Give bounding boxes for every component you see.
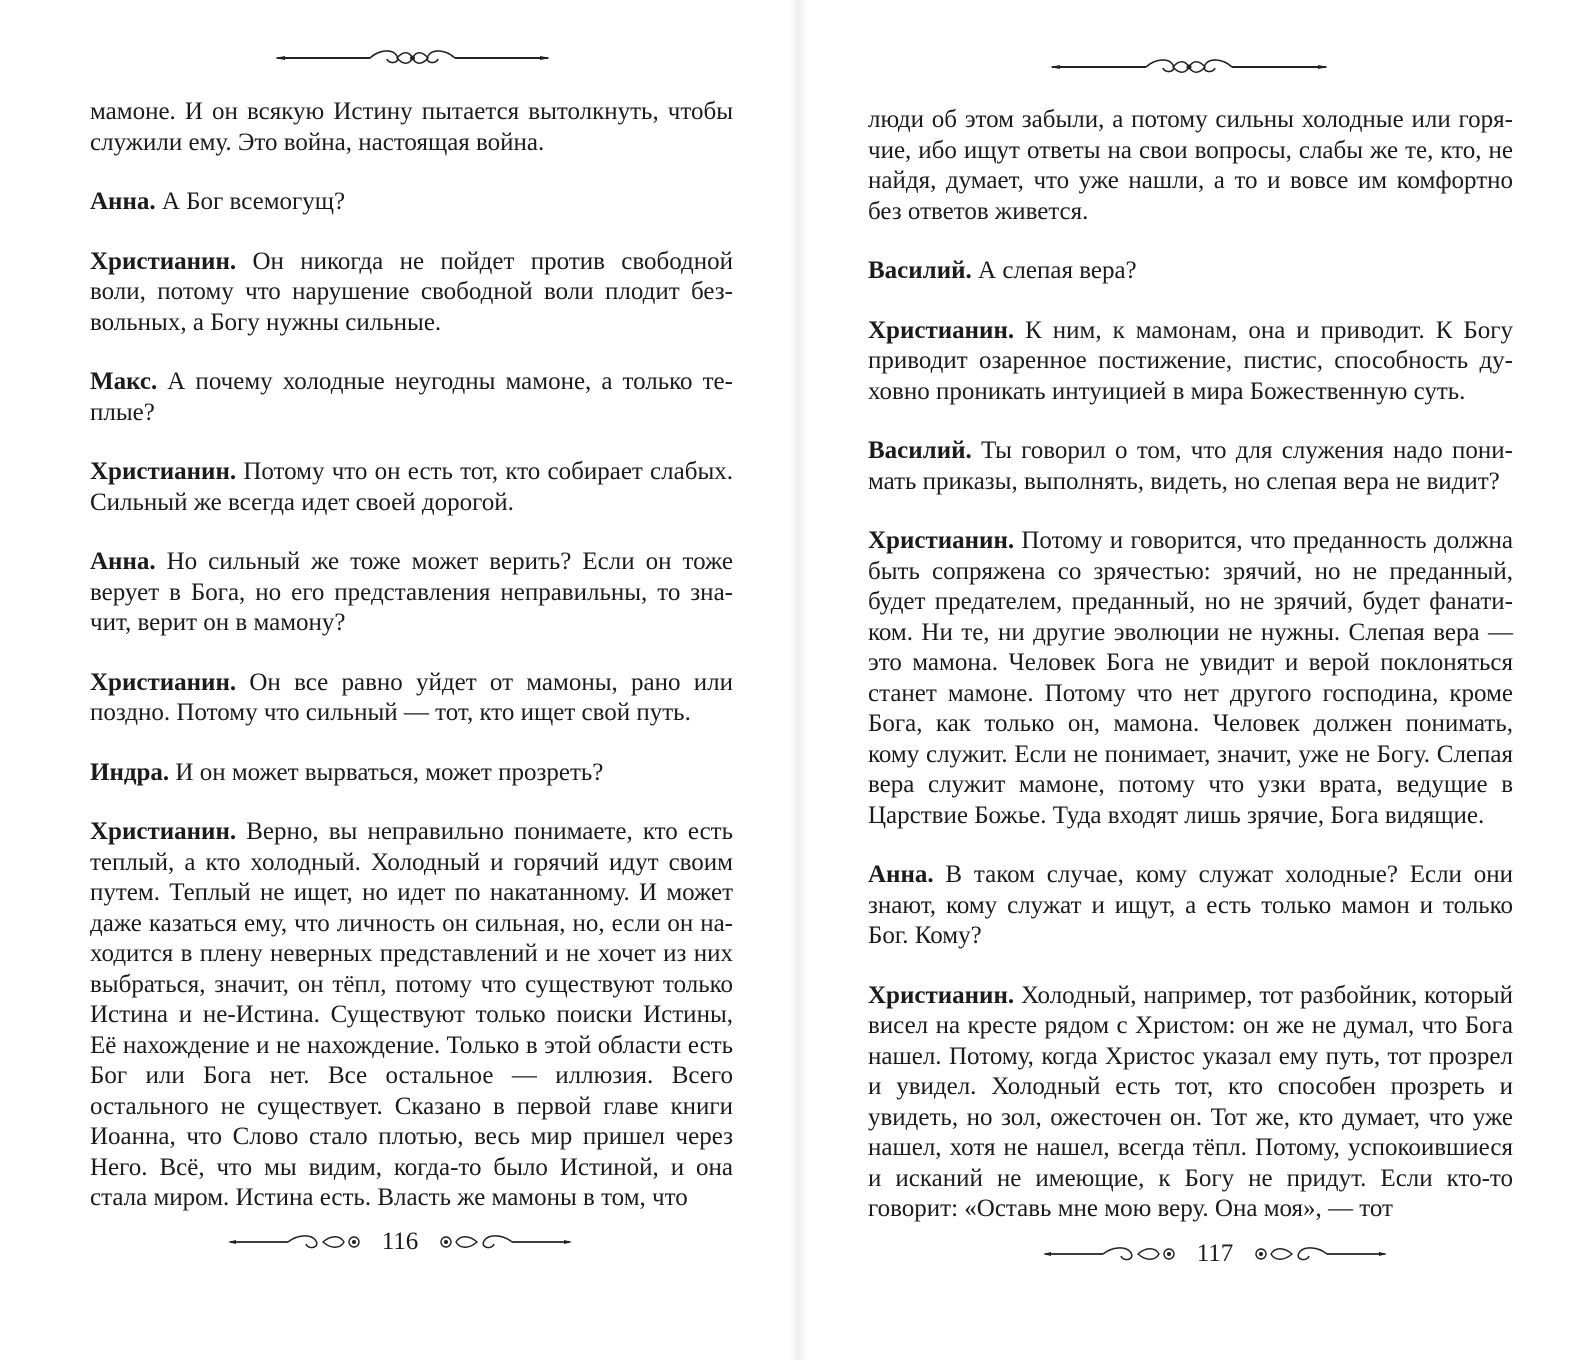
paragraph: Анна. А Бог всемогущ? (90, 188, 346, 215)
paragraph: Христианин. Потому и говорится, что преданность должна быть сопряжена со зрячестью: зрячий, но не преданный, будет предателем, преданный, но не зрячий, будет фанатиком. Ни те, ни другие эволюции не нужны. Слепая вера — это мамона. Человек Бога не увидит и верой поклоняться станет мамоне. Потому что нет другого господина, кроме Бога, как только он, мамона. Человек должен понимать, кому служит. Если не понимает, значит, уже не Богу. Слепая вера служит мамоне, потому что узки врата, ведущие в Царствие Божье. Туда входят лишь зрячие, Бога видящие. (868, 527, 1513, 829)
paragraph: Христианин. Потому что он есть тот, кто собирает слабых. Сильный же всегда идет своей дорогой. (90, 458, 733, 516)
page-footer (220, 1228, 580, 1256)
speaker-name: Христианин. (90, 668, 237, 696)
header-ornament (1050, 56, 1328, 78)
speaker-name: Анна. (868, 861, 934, 888)
speaker-name: Христианин. (868, 981, 1015, 1009)
paragraph: Христианин. Он все равно уйдет от мамоны, рано или поздно. Потому что сильный — тот, кто ищет свой путь. (90, 668, 733, 726)
speaker-name: Христианин. (90, 247, 237, 275)
speaker-name: Христианин. (868, 316, 1015, 344)
paragraph: Василий. А слепая вера? (868, 257, 1137, 284)
paragraph: Индра. И он может вырваться, может прозреть? (90, 758, 604, 786)
speaker-name: Василий. (868, 257, 972, 284)
speaker-name: Индра. (90, 758, 170, 786)
page-number: 116 (381, 1228, 419, 1255)
page-number: 117 (1196, 1240, 1234, 1267)
speaker-name: Анна. (90, 188, 156, 215)
speaker-name: Христианин. (90, 458, 237, 485)
left-page (0, 0, 790, 1360)
paragraph: мамоне. И он всякую Истину пытается вытолкнуть, чтобы служили ему. Это война, настоящая война. (90, 98, 733, 156)
paragraph: Христианин. Холодный, например, тот разбойник, который висел на кресте рядом с Христом: он же не думал, что Бога нашел. Потому, когда Христос указал ему путь, тот прозрел и увидел. Холодный есть тот, кто способен прозреть и увидеть, но зол, ожесточен он. Тот же, кто думает, что уже нашел, хотя не нашел, всегда тёпл. Потому, успокоившиеся и исканий не имеющие, к Богу не придут. Если кто-то говорит: «Оставь мне мою веру. Она моя», — тот (868, 981, 1513, 1222)
paragraph: Анна. В таком случае, кому служат холодные? Если они знают, кому служат и ищут, а есть только мамон и только Бог. Кому? (868, 861, 1513, 949)
speaker-name: Христианин. (90, 818, 237, 845)
page-footer (1030, 1240, 1400, 1268)
footer-ornament-left (1043, 1244, 1183, 1264)
paragraph: Христианин. К ним, к мамонам, она и приводит. К Богу приводит озаренное постижение, пистис, способность духовно проникать интуицией в мира Божественную суть. (868, 316, 1513, 405)
footer-ornament-left (228, 1232, 368, 1252)
left-page-text (90, 97, 733, 1243)
paragraph: Христианин. Он никогда не пойдет против свободной воли, потому что нарушение свободной воли плодит безвольных, а Богу нужны сильные. (90, 247, 733, 336)
paragraph: Макс. А почему холодные неугодны мамоне, а только теплые? (90, 368, 733, 426)
speaker-name: Василий. (868, 437, 972, 464)
paragraph: Василий. Ты говорил о том, что для служения надо понимать приказы, выполнять, видеть, но слепая вера не видит? (868, 437, 1513, 495)
paragraph: Анна. Но сильный же тоже может верить? Если он тоже верует в Бога, но его представления неправильны, то значит, верит он в мамону? (90, 548, 733, 636)
speaker-name: Макс. (90, 368, 158, 395)
footer-ornament-right (432, 1232, 572, 1252)
speaker-name: Анна. (90, 548, 156, 575)
right-page (805, 0, 1593, 1360)
header-ornament (275, 47, 550, 69)
paragraph: Христианин. Верно, вы неправильно понимаете, кто есть теплый, а кто холодный. Холодный и горячий идут своим путем. Теплый не ищет, но идет по накатанному. И может даже казаться ему, что личность он сильная, но, если он находится в плену неверных представлений и не хочет из них выбраться, значит, он тёпл, потому что существуют только Истина и не-Истина. Существуют только поиски Истины, Её нахождение и не нахождение. Только в этой области есть Бог или Бога нет. Все остальное — иллюзия. Всего остального не существует. Сказано в первой главе книги Иоанна, что Слово стало плотью, весь мир пришел через Него. Всё, что мы видим, когда-то было Истиной, и она стала миром. Истина есть. Власть же мамоны в том, что (90, 818, 733, 1211)
right-page-text (868, 105, 1513, 1254)
paragraph: люди об этом забыли, а потому сильны холодные или горячие, ибо ищут ответы на свои вопросы, слабы же те, кто, не найдя, думает, что уже нашли, а то и вовсе им комфортно без ответов живется. (868, 106, 1513, 225)
footer-ornament-right (1247, 1244, 1387, 1264)
speaker-name: Христианин. (868, 527, 1015, 554)
